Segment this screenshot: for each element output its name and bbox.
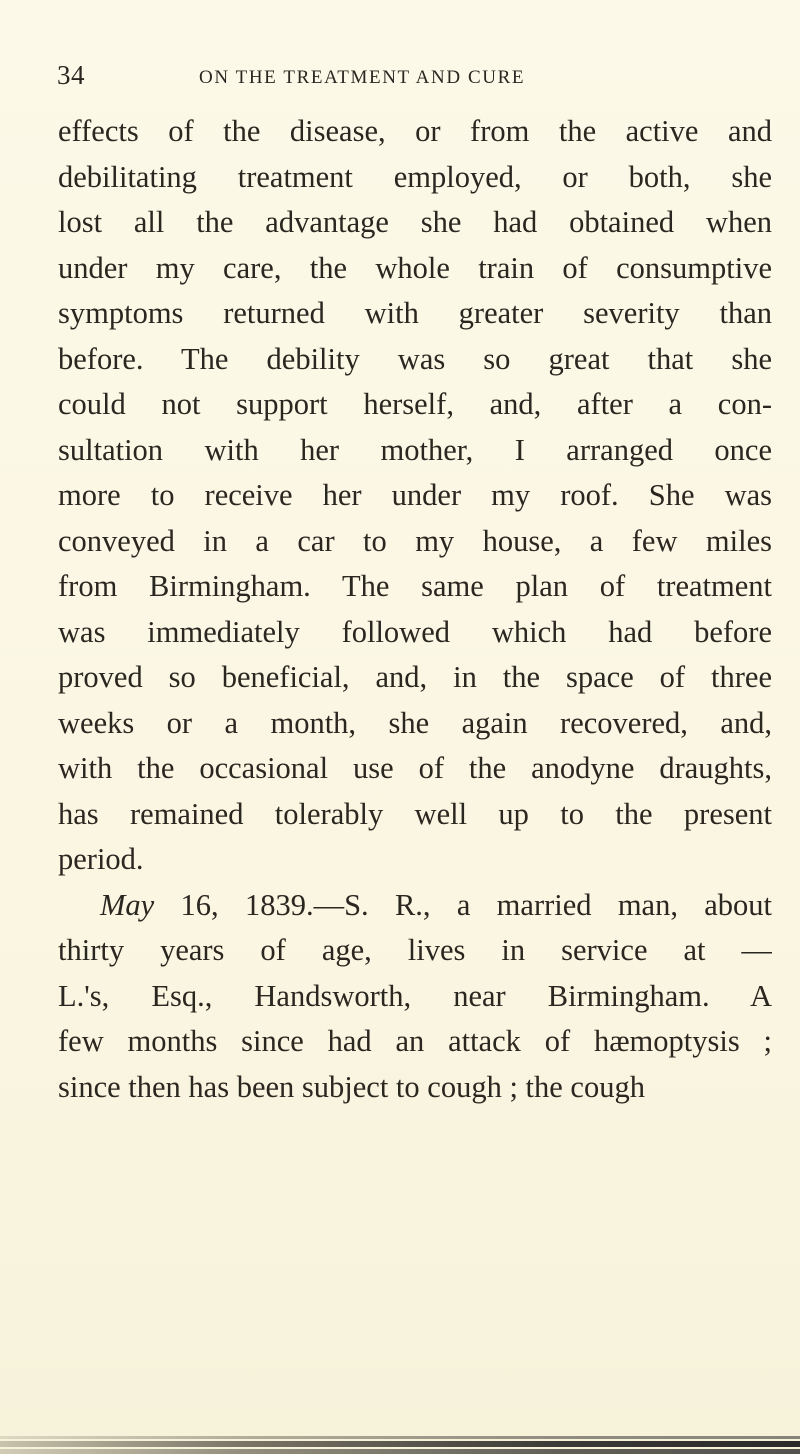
edge-stripe <box>0 1436 800 1439</box>
running-head: ON THE TREATMENT AND CURE <box>199 67 526 88</box>
page-header <box>0 60 800 100</box>
text-line: has remained tolerably well up to the present <box>58 796 772 831</box>
text-line: could not support herself, and, after a con- <box>58 387 772 421</box>
text-line: from Birmingham. The same plan of treatment <box>58 569 772 603</box>
edge-stripe <box>0 1449 800 1454</box>
text-line: conveyed in a car to my house, a few miles <box>58 523 772 558</box>
text-line: proved so beneficial, and, in the space of three <box>58 660 772 694</box>
text-line: since then has been subject to cough ; the cough <box>58 1069 645 1104</box>
body-text <box>58 109 772 1110</box>
text-line: L.'s, Esq., Handsworth, near Birmingham. A <box>58 978 772 1013</box>
text-line: before. The debility was so great that she <box>58 341 772 376</box>
text-line: with the occasional use of the anodyne draughts, <box>58 751 772 785</box>
text-line: under my care, the whole train of consumptive <box>58 250 772 285</box>
edge-stripe <box>0 1441 800 1447</box>
text-line: lost all the advantage she had obtained when <box>58 205 772 239</box>
text-line: more to receive her under my roof. She was <box>58 478 772 512</box>
text-line: debilitating treatment employed, or both, she <box>58 159 772 194</box>
text-line: was immediately followed which had before <box>58 614 772 649</box>
case-first-line <box>58 883 772 929</box>
case-date: May <box>100 887 155 922</box>
text-line: effects of the disease, or from the active and <box>58 114 772 148</box>
text-line: weeks or a month, she again recovered, and, <box>58 705 772 740</box>
text-line: thirty years of age, lives in service at — <box>58 933 772 967</box>
text-line: period. <box>58 842 144 876</box>
text-line: few months since had an attack of hæmoptysis ; <box>58 1024 772 1058</box>
text-line: symptoms returned with greater severity than <box>58 296 772 330</box>
page-edge-rule <box>0 1430 800 1454</box>
page-number: 34 <box>57 60 85 90</box>
case-first-line-text: 16, 1839.—S. R., a married man, about <box>180 887 772 922</box>
text-line: sultation with her mother, I arranged once <box>58 432 772 467</box>
